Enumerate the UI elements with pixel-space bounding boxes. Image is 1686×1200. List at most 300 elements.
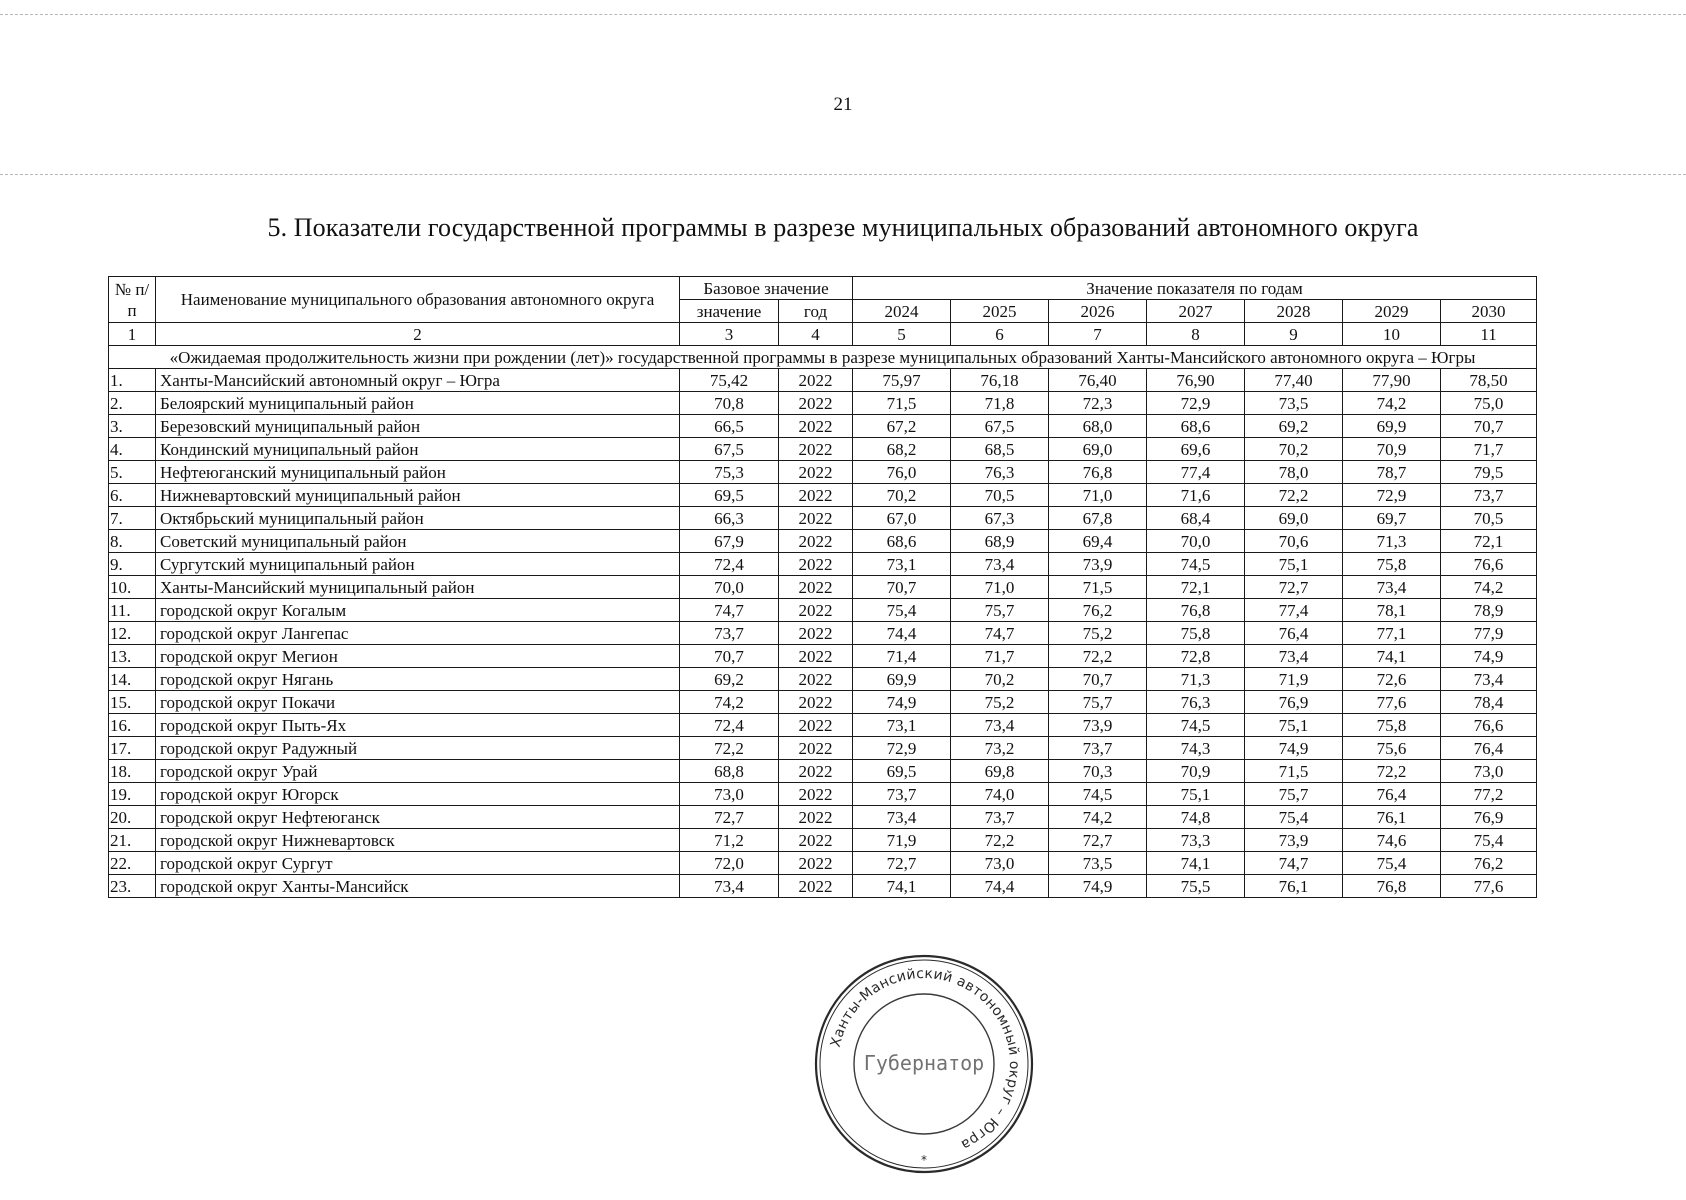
column-number: 6	[951, 323, 1049, 346]
table-row	[109, 760, 1537, 783]
row-number: 17.	[109, 737, 156, 760]
base-year: 2022	[779, 484, 853, 507]
year-value: 68,0	[1049, 415, 1147, 438]
year-value: 76,1	[1343, 806, 1441, 829]
year-value: 70,9	[1343, 438, 1441, 461]
year-value: 70,3	[1049, 760, 1147, 783]
row-number: 14.	[109, 668, 156, 691]
section-title-cell	[109, 346, 1537, 369]
year-value: 71,0	[951, 576, 1049, 599]
year-value: 70,0	[1147, 530, 1245, 553]
year-value: 74,7	[1245, 852, 1343, 875]
table-row	[109, 714, 1537, 737]
year-value: 77,4	[1147, 461, 1245, 484]
base-year: 2022	[779, 438, 853, 461]
row-number: 16.	[109, 714, 156, 737]
row-number: 9.	[109, 553, 156, 576]
year-value: 75,0	[1441, 392, 1537, 415]
header-year: 2028	[1245, 300, 1343, 323]
year-value: 75,1	[1147, 783, 1245, 806]
year-value: 77,9	[1441, 622, 1537, 645]
year-value: 75,7	[1049, 691, 1147, 714]
year-value: 76,8	[1147, 599, 1245, 622]
seal-star: *	[921, 1153, 927, 1167]
year-value: 70,7	[1441, 415, 1537, 438]
base-value: 69,2	[680, 668, 779, 691]
year-value: 73,9	[1049, 714, 1147, 737]
year-value: 73,0	[1441, 760, 1537, 783]
table-row	[109, 415, 1537, 438]
column-number: 9	[1245, 323, 1343, 346]
base-value: 75,3	[680, 461, 779, 484]
row-number: 21.	[109, 829, 156, 852]
base-value: 67,9	[680, 530, 779, 553]
year-value: 73,4	[1245, 645, 1343, 668]
year-value: 74,1	[1147, 852, 1245, 875]
year-value: 69,0	[1245, 507, 1343, 530]
row-number: 8.	[109, 530, 156, 553]
base-value: 72,7	[680, 806, 779, 829]
year-value: 74,2	[1441, 576, 1537, 599]
year-value: 71,9	[1245, 668, 1343, 691]
table-row	[109, 645, 1537, 668]
year-value: 75,8	[1147, 622, 1245, 645]
seal-center-text: Губернатор	[863, 1051, 985, 1075]
base-year: 2022	[779, 806, 853, 829]
year-value: 69,9	[1343, 415, 1441, 438]
row-number: 11.	[109, 599, 156, 622]
year-value: 72,6	[1343, 668, 1441, 691]
year-value: 75,2	[951, 691, 1049, 714]
municipality-name: Нефтеюганский муниципальный район	[156, 461, 680, 484]
table-row	[109, 484, 1537, 507]
row-number: 10.	[109, 576, 156, 599]
year-value: 70,2	[853, 484, 951, 507]
year-value: 67,5	[951, 415, 1049, 438]
year-value: 76,9	[1245, 691, 1343, 714]
table-row	[109, 438, 1537, 461]
year-value: 79,5	[1441, 461, 1537, 484]
header-year: 2024	[853, 300, 951, 323]
year-value: 75,97	[853, 369, 951, 392]
column-number: 8	[1147, 323, 1245, 346]
section-title-row	[109, 346, 1537, 369]
municipality-name: городской округ Лангепас	[156, 622, 680, 645]
year-value: 76,3	[951, 461, 1049, 484]
base-value: 75,42	[680, 369, 779, 392]
year-value: 74,7	[951, 622, 1049, 645]
year-value: 72,9	[1343, 484, 1441, 507]
year-value: 73,7	[1441, 484, 1537, 507]
year-value: 74,4	[951, 875, 1049, 898]
year-value: 72,7	[853, 852, 951, 875]
year-value: 76,8	[1049, 461, 1147, 484]
year-value: 71,5	[1049, 576, 1147, 599]
year-value: 76,6	[1441, 553, 1537, 576]
column-number: 1	[109, 323, 156, 346]
year-value: 76,4	[1441, 737, 1537, 760]
year-value: 77,4	[1245, 599, 1343, 622]
row-number: 6.	[109, 484, 156, 507]
base-value: 66,5	[680, 415, 779, 438]
year-value: 74,9	[1245, 737, 1343, 760]
base-year: 2022	[779, 392, 853, 415]
municipality-name: Сургутский муниципальный район	[156, 553, 680, 576]
year-value: 73,7	[951, 806, 1049, 829]
year-value: 70,6	[1245, 530, 1343, 553]
year-value: 71,3	[1343, 530, 1441, 553]
year-value: 69,7	[1343, 507, 1441, 530]
year-value: 77,6	[1343, 691, 1441, 714]
base-value: 72,4	[680, 553, 779, 576]
year-value: 73,4	[951, 553, 1049, 576]
column-number: 7	[1049, 323, 1147, 346]
table-body	[109, 277, 1537, 898]
column-number: 11	[1441, 323, 1537, 346]
year-value: 78,50	[1441, 369, 1537, 392]
year-value: 74,9	[1441, 645, 1537, 668]
year-value: 75,4	[853, 599, 951, 622]
base-value: 72,0	[680, 852, 779, 875]
municipality-name: городской округ Нижневартовск	[156, 829, 680, 852]
table-row	[109, 369, 1537, 392]
year-value: 74,2	[1343, 392, 1441, 415]
year-value: 72,2	[951, 829, 1049, 852]
column-number: 2	[156, 323, 680, 346]
table-row	[109, 576, 1537, 599]
year-value: 73,0	[951, 852, 1049, 875]
year-value: 72,2	[1245, 484, 1343, 507]
base-year: 2022	[779, 852, 853, 875]
year-value: 73,9	[1049, 553, 1147, 576]
year-value: 71,6	[1147, 484, 1245, 507]
year-value: 73,4	[951, 714, 1049, 737]
year-value: 74,1	[853, 875, 951, 898]
year-value: 71,7	[951, 645, 1049, 668]
base-year: 2022	[779, 691, 853, 714]
base-value: 72,4	[680, 714, 779, 737]
year-value: 70,7	[1049, 668, 1147, 691]
municipality-name: городской округ Сургут	[156, 852, 680, 875]
year-value: 72,2	[1343, 760, 1441, 783]
header-row-1	[109, 277, 1537, 300]
year-value: 74,9	[853, 691, 951, 714]
table-row	[109, 668, 1537, 691]
year-value: 70,2	[951, 668, 1049, 691]
column-number-row	[109, 323, 1537, 346]
year-value: 76,1	[1245, 875, 1343, 898]
row-number: 7.	[109, 507, 156, 530]
municipality-name: городской округ Покачи	[156, 691, 680, 714]
year-value: 74,3	[1147, 737, 1245, 760]
year-value: 69,9	[853, 668, 951, 691]
base-value: 70,7	[680, 645, 779, 668]
row-number: 18.	[109, 760, 156, 783]
municipality-name: Березовский муниципальный район	[156, 415, 680, 438]
year-value: 67,2	[853, 415, 951, 438]
year-value: 72,8	[1147, 645, 1245, 668]
table-row	[109, 622, 1537, 645]
base-year: 2022	[779, 668, 853, 691]
base-value: 67,5	[680, 438, 779, 461]
table-row	[109, 783, 1537, 806]
year-value: 67,8	[1049, 507, 1147, 530]
base-year: 2022	[779, 369, 853, 392]
header-year: 2025	[951, 300, 1049, 323]
municipality-name: городской округ Югорск	[156, 783, 680, 806]
year-value: 76,3	[1147, 691, 1245, 714]
year-value: 76,0	[853, 461, 951, 484]
municipality-name: городской округ Когалым	[156, 599, 680, 622]
base-year: 2022	[779, 645, 853, 668]
column-number: 5	[853, 323, 951, 346]
year-value: 74,5	[1147, 553, 1245, 576]
year-value: 74,5	[1147, 714, 1245, 737]
column-number: 10	[1343, 323, 1441, 346]
indicators-table	[108, 276, 1537, 898]
base-value: 70,8	[680, 392, 779, 415]
table-row	[109, 392, 1537, 415]
governor-seal	[812, 952, 1036, 1176]
header-name: Наименование муниципального образования автономного округа	[156, 277, 680, 323]
header-year: 2030	[1441, 300, 1537, 323]
year-value: 74,1	[1343, 645, 1441, 668]
table-row	[109, 553, 1537, 576]
year-value: 75,4	[1343, 852, 1441, 875]
year-value: 72,1	[1147, 576, 1245, 599]
year-value: 67,3	[951, 507, 1049, 530]
base-year: 2022	[779, 507, 853, 530]
municipality-name: Октябрьский муниципальный район	[156, 507, 680, 530]
year-value: 76,90	[1147, 369, 1245, 392]
table-row	[109, 507, 1537, 530]
year-value: 76,9	[1441, 806, 1537, 829]
year-value: 76,6	[1441, 714, 1537, 737]
year-value: 75,1	[1245, 553, 1343, 576]
year-value: 75,8	[1343, 553, 1441, 576]
municipality-name: городской округ Урай	[156, 760, 680, 783]
year-value: 75,8	[1343, 714, 1441, 737]
table-row	[109, 691, 1537, 714]
year-value: 74,2	[1049, 806, 1147, 829]
year-value: 68,6	[853, 530, 951, 553]
row-number: 20.	[109, 806, 156, 829]
municipality-name: Советский муниципальный район	[156, 530, 680, 553]
year-value: 70,5	[951, 484, 1049, 507]
year-value: 75,7	[951, 599, 1049, 622]
year-value: 71,7	[1441, 438, 1537, 461]
year-value: 73,5	[1049, 852, 1147, 875]
year-value: 72,7	[1245, 576, 1343, 599]
year-value: 76,2	[1441, 852, 1537, 875]
year-value: 77,40	[1245, 369, 1343, 392]
municipality-name: Нижневартовский муниципальный район	[156, 484, 680, 507]
header-year: 2029	[1343, 300, 1441, 323]
year-value: 73,4	[1441, 668, 1537, 691]
row-number: 22.	[109, 852, 156, 875]
year-value: 73,3	[1147, 829, 1245, 852]
table-row	[109, 806, 1537, 829]
row-number: 4.	[109, 438, 156, 461]
municipality-name: Ханты-Мансийский муниципальный район	[156, 576, 680, 599]
base-value: 73,4	[680, 875, 779, 898]
year-value: 71,3	[1147, 668, 1245, 691]
year-value: 68,9	[951, 530, 1049, 553]
column-number: 3	[680, 323, 779, 346]
year-value: 75,5	[1147, 875, 1245, 898]
base-value: 74,2	[680, 691, 779, 714]
year-value: 70,5	[1441, 507, 1537, 530]
table-row	[109, 530, 1537, 553]
header-yearly: Значение показателя по годам	[853, 277, 1537, 300]
year-value: 71,5	[853, 392, 951, 415]
table-row	[109, 875, 1537, 898]
base-value: 72,2	[680, 737, 779, 760]
year-value: 68,5	[951, 438, 1049, 461]
year-value: 73,1	[853, 714, 951, 737]
year-value: 67,0	[853, 507, 951, 530]
base-value: 73,7	[680, 622, 779, 645]
row-number: 2.	[109, 392, 156, 415]
year-value: 68,4	[1147, 507, 1245, 530]
year-value: 73,4	[1343, 576, 1441, 599]
year-value: 71,9	[853, 829, 951, 852]
base-value: 71,2	[680, 829, 779, 852]
year-value: 71,4	[853, 645, 951, 668]
year-value: 74,5	[1049, 783, 1147, 806]
municipality-name: Ханты-Мансийский автономный округ – Югра	[156, 369, 680, 392]
year-value: 73,5	[1245, 392, 1343, 415]
year-value: 77,2	[1441, 783, 1537, 806]
base-value: 68,8	[680, 760, 779, 783]
year-value: 69,2	[1245, 415, 1343, 438]
year-value: 75,2	[1049, 622, 1147, 645]
table-row	[109, 599, 1537, 622]
base-year: 2022	[779, 553, 853, 576]
section-title: «Ожидаемая продолжительность жизни при рождении (лет)» государственной программы в разрезе муниципальных образований Ханты-Мансийского автономного округа – Югры	[169, 347, 1476, 367]
year-value: 69,0	[1049, 438, 1147, 461]
year-value: 74,6	[1343, 829, 1441, 852]
year-value: 77,90	[1343, 369, 1441, 392]
year-value: 69,4	[1049, 530, 1147, 553]
base-year: 2022	[779, 783, 853, 806]
table-row	[109, 461, 1537, 484]
row-number: 12.	[109, 622, 156, 645]
row-number: 1.	[109, 369, 156, 392]
base-year: 2022	[779, 737, 853, 760]
header-divider	[0, 174, 1686, 175]
seal-ring-text: Ханты-Мансийский автономный округ – Югра	[827, 965, 1023, 1153]
municipality-name: городской округ Нефтеюганск	[156, 806, 680, 829]
table-row	[109, 829, 1537, 852]
municipality-name: Белоярский муниципальный район	[156, 392, 680, 415]
base-value: 70,0	[680, 576, 779, 599]
year-value: 71,0	[1049, 484, 1147, 507]
base-year: 2022	[779, 461, 853, 484]
year-value: 78,0	[1245, 461, 1343, 484]
base-year: 2022	[779, 576, 853, 599]
base-value: 69,5	[680, 484, 779, 507]
base-year: 2022	[779, 875, 853, 898]
base-year: 2022	[779, 760, 853, 783]
header-base-year: год	[779, 300, 853, 323]
year-value: 74,4	[853, 622, 951, 645]
base-value: 74,7	[680, 599, 779, 622]
year-value: 76,40	[1049, 369, 1147, 392]
year-value: 70,9	[1147, 760, 1245, 783]
year-value: 72,2	[1049, 645, 1147, 668]
year-value: 78,7	[1343, 461, 1441, 484]
municipality-name: городской округ Радужный	[156, 737, 680, 760]
year-value: 69,8	[951, 760, 1049, 783]
header-base: Базовое значение	[680, 277, 853, 300]
row-number: 19.	[109, 783, 156, 806]
header-year: 2026	[1049, 300, 1147, 323]
year-value: 74,9	[1049, 875, 1147, 898]
base-value: 73,0	[680, 783, 779, 806]
municipality-name: городской округ Ханты-Мансийск	[156, 875, 680, 898]
year-value: 72,7	[1049, 829, 1147, 852]
base-year: 2022	[779, 829, 853, 852]
year-value: 73,1	[853, 553, 951, 576]
year-value: 73,7	[853, 783, 951, 806]
page-number: 21	[833, 94, 853, 115]
year-value: 71,5	[1245, 760, 1343, 783]
year-value: 73,2	[951, 737, 1049, 760]
scan-top-edge	[0, 14, 1686, 15]
municipality-name: городской округ Пыть-Ях	[156, 714, 680, 737]
year-value: 70,7	[853, 576, 951, 599]
year-value: 75,1	[1245, 714, 1343, 737]
year-value: 75,7	[1245, 783, 1343, 806]
header-num: № п/п	[109, 277, 156, 323]
table-row	[109, 737, 1537, 760]
year-value: 74,8	[1147, 806, 1245, 829]
municipality-name: городской округ Нягань	[156, 668, 680, 691]
base-year: 2022	[779, 415, 853, 438]
year-value: 73,7	[1049, 737, 1147, 760]
year-value: 72,9	[1147, 392, 1245, 415]
document-title: 5. Показатели государственной программы в разрезе муниципальных образований автономного округа	[267, 213, 1419, 242]
table-row	[109, 852, 1537, 875]
municipality-name: городской округ Мегион	[156, 645, 680, 668]
year-value: 75,6	[1343, 737, 1441, 760]
header-base-value: значение	[680, 300, 779, 323]
year-value: 68,6	[1147, 415, 1245, 438]
year-value: 69,6	[1147, 438, 1245, 461]
municipality-name: Кондинский муниципальный район	[156, 438, 680, 461]
year-value: 78,4	[1441, 691, 1537, 714]
year-value: 76,2	[1049, 599, 1147, 622]
row-number: 5.	[109, 461, 156, 484]
base-year: 2022	[779, 599, 853, 622]
year-value: 74,0	[951, 783, 1049, 806]
year-value: 69,5	[853, 760, 951, 783]
year-value: 76,18	[951, 369, 1049, 392]
year-value: 76,8	[1343, 875, 1441, 898]
base-value: 66,3	[680, 507, 779, 530]
row-number: 3.	[109, 415, 156, 438]
year-value: 78,1	[1343, 599, 1441, 622]
year-value: 71,8	[951, 392, 1049, 415]
year-value: 72,1	[1441, 530, 1537, 553]
year-value: 75,4	[1245, 806, 1343, 829]
year-value: 76,4	[1343, 783, 1441, 806]
year-value: 72,3	[1049, 392, 1147, 415]
year-value: 78,9	[1441, 599, 1537, 622]
base-year: 2022	[779, 622, 853, 645]
column-number: 4	[779, 323, 853, 346]
